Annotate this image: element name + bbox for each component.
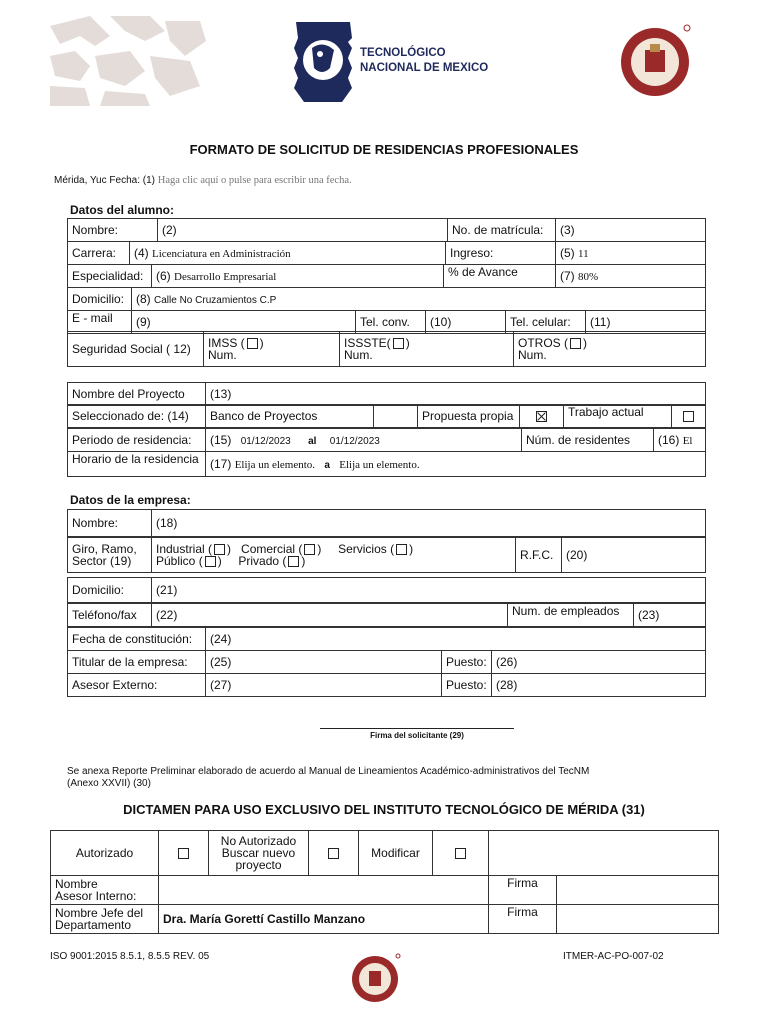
imss-checkbox[interactable] <box>247 338 258 349</box>
ingreso-num: (5) <box>560 246 575 260</box>
residentes-value: (16) <box>658 433 680 447</box>
especialidad-table <box>67 264 706 288</box>
asesor-firma-label: Firma <box>489 876 557 905</box>
seleccionado-label: Seleccionado de: (14) <box>68 405 206 428</box>
tecnm-gear-logo <box>290 18 356 106</box>
domicilio-table <box>67 287 706 311</box>
domicilio-num: (8) <box>136 292 151 306</box>
imss-num-label: Num. <box>208 348 237 363</box>
giro-label-line1: Giro, Ramo, <box>72 542 137 556</box>
no-autorizado-label <box>209 831 309 876</box>
date-placeholder[interactable]: Haga clic aquí o pulse para escribir una fecha. <box>157 175 352 186</box>
telefono-value[interactable]: (22) <box>152 604 508 627</box>
footer-code: ITMER-AC-PO-007-02 <box>563 951 664 962</box>
empresa-domicilio-table <box>67 577 706 603</box>
titular-value[interactable]: (25) <box>206 651 442 674</box>
telefono-label: Teléfono/fax <box>68 604 152 627</box>
industrial-close: ) <box>227 541 232 556</box>
dictamen-title: DICTAMEN PARA USO EXCLUSIVO DEL INSTITUTO TECNOLÓGICO DE MÉRIDA (31) <box>123 802 645 817</box>
publico-close: ) <box>217 554 222 568</box>
giro-label <box>68 538 152 573</box>
firma-solicitante: Firma del solicitante (29) <box>370 731 464 740</box>
servicios-label: Servicios ( <box>338 541 395 556</box>
telconv-value[interactable]: (10) <box>426 311 506 334</box>
asesor-externo-label: Asesor Externo: <box>68 674 206 697</box>
titular-table <box>67 650 706 697</box>
empresa-nombre-value[interactable]: (18) <box>152 510 706 537</box>
rfc-value[interactable]: (20) <box>562 538 706 573</box>
footer-seal-logo <box>350 952 402 1004</box>
imss-label: IMSS ( <box>208 335 245 350</box>
comercial-checkbox[interactable] <box>304 544 315 555</box>
privado-checkbox[interactable] <box>288 556 299 567</box>
privado-label: Privado ( <box>238 554 287 568</box>
puesto1-value[interactable]: (26) <box>492 651 706 674</box>
date-label: Mérida, Yuc Fecha: (1) <box>54 175 155 186</box>
matricula-label: No. de matrícula: <box>448 219 556 242</box>
comercial-close: ) <box>317 541 322 556</box>
periodo-table <box>67 428 706 452</box>
asesor-firma-field[interactable] <box>557 876 719 905</box>
avance-value: 80% <box>578 271 599 283</box>
horario-a: a <box>324 460 330 471</box>
carrera-label: Carrera: <box>68 242 130 265</box>
periodo-field[interactable] <box>206 429 522 452</box>
privado-close: ) <box>301 554 306 568</box>
firma-line <box>320 728 514 729</box>
itmerida-seal-logo <box>617 22 695 100</box>
asesor-interno-line2: Asesor Interno: <box>55 889 137 903</box>
servicios-close: ) <box>409 541 414 556</box>
domicilio-value: Calle No Cruzamientos C.P <box>154 295 277 306</box>
giro-options <box>152 538 516 573</box>
autorizado-option[interactable] <box>159 831 209 876</box>
anexo-text <box>67 766 589 790</box>
no-autorizado-line1: No Autorizado <box>220 834 297 848</box>
telcel-value[interactable]: (11) <box>586 311 706 334</box>
no-autorizado-checkbox[interactable] <box>328 848 339 859</box>
constitucion-label: Fecha de constitución: <box>68 628 206 651</box>
periodo-fin: 01/12/2023 <box>329 436 380 447</box>
jefe-firma-field[interactable] <box>557 905 719 934</box>
footer-iso: ISO 9001:2015 8.5.1, 8.5.5 REV. 05 <box>50 951 210 962</box>
jefe-value: Dra. María Gorettí Castillo Manzano <box>159 905 489 934</box>
modificar-checkbox[interactable] <box>455 848 466 859</box>
jefe-label-line1: Nombre Jefe del <box>55 906 144 920</box>
avance-num: (7) <box>560 269 575 283</box>
empresa-section-title: Datos de la empresa: <box>70 493 191 507</box>
domicilio-field[interactable] <box>132 288 706 311</box>
horario-table <box>67 451 706 477</box>
especialidad-num: (6) <box>156 269 171 283</box>
seleccion-table <box>67 404 706 428</box>
otros-checkbox[interactable] <box>570 338 581 349</box>
titular-label: Titular de la empresa: <box>68 651 206 674</box>
giro-table <box>67 537 706 573</box>
issste-label: ISSSTE( <box>344 335 391 350</box>
domicilio-label: Domicilio: <box>68 288 132 311</box>
issste-close: ) <box>405 335 410 350</box>
proyecto-table <box>67 382 706 406</box>
horario-field[interactable] <box>206 452 706 477</box>
servicios-checkbox[interactable] <box>396 544 407 555</box>
residentes-field[interactable] <box>654 429 706 452</box>
telconv-label: Tel. conv. <box>356 311 426 334</box>
issste-checkbox[interactable] <box>393 338 404 349</box>
jefe-label <box>51 905 159 934</box>
dictamen-table <box>50 830 719 934</box>
proyecto-nombre-value[interactable]: (13) <box>206 383 706 406</box>
industrial-label: Industrial ( <box>156 541 213 556</box>
giro-label-line2: Sector (19) <box>72 554 132 568</box>
carrera-value: Licenciatura en Administración <box>152 248 291 260</box>
periodo-al: al <box>308 436 317 447</box>
otros-label: OTROS ( <box>518 335 568 350</box>
puesto1-label: Puesto: <box>442 651 492 674</box>
matricula-value[interactable]: (3) <box>556 219 706 242</box>
otros-close: ) <box>583 335 587 350</box>
empresa-nombre-label: Nombre: <box>68 510 152 537</box>
asesor-externo-value[interactable]: (27) <box>206 674 442 697</box>
proyecto-nombre-label: Nombre del Proyecto <box>68 383 206 406</box>
issste-num-label: Num. <box>344 348 373 363</box>
autorizado-checkbox[interactable] <box>178 848 189 859</box>
horario-label: Horario de la residencia <box>68 452 206 477</box>
nombre-label: Nombre: <box>68 219 158 242</box>
date-line <box>54 175 352 186</box>
institution-line-2: NACIONAL DE MEXICO <box>360 62 489 74</box>
no-autorizado-option[interactable] <box>309 831 359 876</box>
horario-inicio[interactable]: Elija un elemento. <box>234 459 316 471</box>
imss-option[interactable] <box>204 332 340 367</box>
avance-label: % de Avance <box>444 265 556 288</box>
nombre-value[interactable]: (2) <box>158 219 448 242</box>
jefe-firma-label: Firma <box>489 905 557 934</box>
trabajo-label: Trabajo actual <box>564 405 672 428</box>
periodo-num: (15) <box>210 433 232 447</box>
empleados-value[interactable]: (23) <box>634 604 706 627</box>
decorative-pattern-logo <box>50 16 206 106</box>
periodo-inicio: 01/12/2023 <box>240 436 291 447</box>
email-value[interactable]: (9) <box>132 311 356 334</box>
asesor-interno-value[interactable] <box>159 876 489 905</box>
puesto2-label: Puesto: <box>442 674 492 697</box>
asesor-interno-line1: Nombre <box>55 877 98 891</box>
empresa-domicilio-value[interactable]: (21) <box>152 578 706 603</box>
carrera-table <box>67 241 706 265</box>
residentes-label: Núm. de residentes <box>522 429 654 452</box>
propuesta-checkbox-checked[interactable] <box>536 411 547 422</box>
ingreso-label: Ingreso: <box>446 242 556 265</box>
publico-label: Público ( <box>156 554 203 568</box>
anexo-line-1: Se anexa Reporte Preliminar elaborado de acuerdo al Manual de Lineamientos Académico-administrativos del TecNM <box>67 766 590 777</box>
alumno-table <box>67 218 706 242</box>
empresa-domicilio-label: Domicilio: <box>68 578 152 603</box>
avance-field[interactable] <box>556 265 706 288</box>
jefe-label-line2: Departamento <box>55 918 132 932</box>
institution-name <box>360 46 488 76</box>
no-autorizado-line2: Buscar nuevo <box>221 846 296 860</box>
ingreso-field[interactable] <box>556 242 706 265</box>
no-autorizado-line3: proyecto <box>235 858 282 872</box>
trabajo-checkbox[interactable] <box>683 411 694 422</box>
especialidad-field[interactable] <box>152 265 444 288</box>
autorizado-label: Autorizado <box>51 831 159 876</box>
telcel-label: Tel. celular: <box>506 311 586 334</box>
seguridad-label: Seguridad Social ( 12) <box>68 332 204 367</box>
document-title: FORMATO DE SOLICITUD DE RESIDENCIAS PROFESIONALES <box>189 142 579 157</box>
horario-num: (17) <box>210 457 232 471</box>
especialidad-value: Desarrollo Empresarial <box>174 271 277 283</box>
rfc-label: R.F.C. <box>516 538 562 573</box>
email-label: E - mail <box>68 311 132 334</box>
imss-close: ) <box>259 335 264 350</box>
otros-option[interactable] <box>514 332 706 367</box>
ingreso-value: 11 <box>578 248 589 260</box>
dictamen-observaciones[interactable] <box>489 831 719 876</box>
asesor-interno-label <box>51 876 159 905</box>
horario-fin[interactable]: Elija un elemento. <box>339 459 420 471</box>
otros-num-label: Num. <box>518 348 547 363</box>
constitucion-value[interactable]: (24) <box>206 628 706 651</box>
banco-empty[interactable] <box>374 405 418 428</box>
residentes-extra: El <box>682 435 693 447</box>
modificar-label: Modificar <box>359 831 433 876</box>
comercial-label: Comercial ( <box>241 541 303 556</box>
modificar-option[interactable] <box>433 831 489 876</box>
alumno-section-title: Datos del alumno: <box>70 203 175 217</box>
anexo-line-2: (Anexo XXVII) (30) <box>67 778 151 789</box>
constitucion-table <box>67 627 706 651</box>
periodo-label: Periodo de residencia: <box>68 429 206 452</box>
institution-line-1: TECNOLÓGICO <box>360 47 446 59</box>
issste-option[interactable] <box>340 332 514 367</box>
carrera-field[interactable] <box>130 242 446 265</box>
puesto2-value[interactable]: (28) <box>492 674 706 697</box>
propuesta-option[interactable] <box>520 405 564 428</box>
carrera-num: (4) <box>134 246 149 260</box>
empleados-label: Num. de empleados <box>508 604 634 627</box>
banco-label: Banco de Proyectos <box>206 405 374 428</box>
trabajo-option[interactable] <box>672 405 706 428</box>
especialidad-label: Especialidad: <box>68 265 152 288</box>
empresa-nombre-table <box>67 509 706 537</box>
seguridad-table <box>67 331 706 367</box>
publico-checkbox[interactable] <box>205 556 216 567</box>
telefono-table <box>67 603 706 627</box>
propuesta-label: Propuesta propia <box>418 405 520 428</box>
